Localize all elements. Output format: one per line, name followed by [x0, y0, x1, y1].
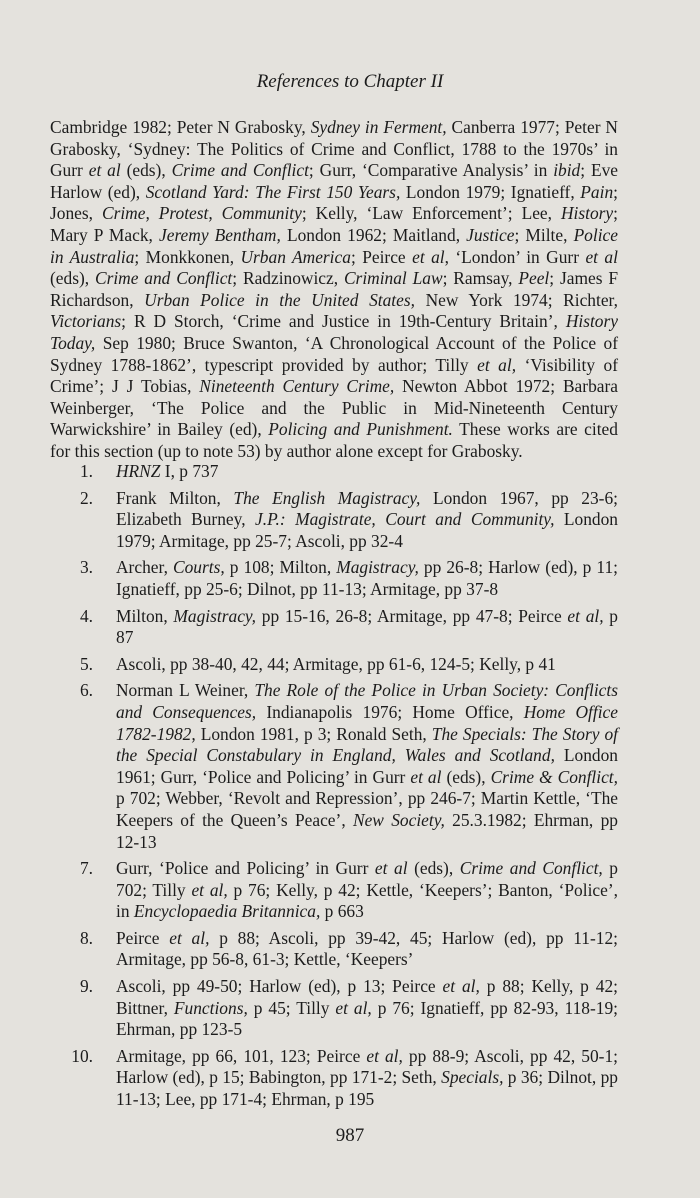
note-text: [116, 858, 618, 921]
note-number: 6.: [79, 680, 93, 701]
italic-text-run: History: [560, 203, 614, 224]
italic-text-run: et al,: [567, 605, 604, 626]
text-run: p 76; Kelly, p 42; Kettle, ‘Keepers’; Banton, ‘Police’, in: [116, 879, 618, 922]
note-text: [116, 606, 618, 648]
note-item: [50, 606, 618, 649]
italic-text-run: ibid: [553, 160, 581, 181]
italic-text-run: Sydney in Ferment,: [310, 117, 447, 137]
italic-text-run: HRNZ: [116, 461, 161, 481]
italic-text-run: History Today,: [50, 311, 618, 353]
note-item: [50, 557, 618, 600]
running-header: References to Chapter II: [256, 71, 444, 92]
text-run: Gurr, ‘Police and Policing’ in Gurr: [116, 858, 375, 879]
note-item: [50, 680, 618, 853]
text-run: (eds),: [441, 766, 491, 787]
text-run: Peirce: [116, 927, 170, 948]
notes-list: [50, 461, 618, 1116]
italic-text-run: et al: [585, 246, 618, 267]
note-text: [116, 461, 218, 481]
italic-text-run: Courts,: [172, 557, 225, 578]
text-run: Archer,: [116, 557, 173, 578]
note-number: 1.: [79, 461, 93, 481]
text-run: Sep 1980; Bruce Swanton, ‘A Chronological Account of the Police of Sydney 1788-1862’, typescript provided by author; Tilly: [50, 332, 618, 375]
text-run: Armitage, pp 66, 101, 123; Peirce: [116, 1045, 367, 1066]
italic-text-run: The English Magistracy,: [233, 487, 421, 508]
italic-text-run: et al: [374, 858, 408, 879]
note-text: [116, 654, 556, 674]
text-run: These works are cited for this section (up to note 53) by author alone except for Grabosky.: [50, 419, 618, 461]
text-run: p 88; Ascoli, pp 39-42, 45; Harlow (ed), pp 11-12; Armitage, pp 56-8, 61-3; Kettle, ‘Keepers’: [116, 927, 618, 970]
note-item: [50, 1046, 618, 1111]
italic-text-run: Policing and Punishment.: [268, 419, 453, 440]
text-run: ; James F Richardson,: [50, 268, 618, 310]
italic-text-run: Magistracy,: [336, 557, 419, 578]
text-run: New York 1974; Richter,: [414, 289, 618, 310]
text-run: ; Eve Harlow (ed),: [50, 160, 618, 202]
text-run: ; Kelly, ‘Law Enforcement’; Lee,: [301, 203, 561, 224]
text-run: Newton Abbot 1972; Barbara Weinberger, ‘The Police and the Public in Mid-Nineteenth Century Warwickshire’ in Bailey (ed),: [50, 376, 618, 440]
italic-text-run: Urban America: [240, 246, 351, 267]
italic-text-run: Specials,: [441, 1067, 504, 1088]
note-text: [116, 928, 618, 970]
italic-text-run: Crime and Conflict: [171, 160, 309, 181]
italic-text-run: et al,: [169, 927, 210, 948]
italic-text-run: Functions,: [173, 997, 248, 1018]
text-run: London 1979; Ignatieff,: [400, 181, 581, 202]
italic-text-run: Crime and Conflict: [94, 268, 233, 289]
italic-text-run: et al,: [335, 997, 372, 1018]
italic-text-run: Crime and Conflict,: [459, 858, 603, 879]
text-run: Cambridge 1982; Peter N Grabosky,: [50, 117, 311, 137]
italic-text-run: et al: [410, 766, 442, 787]
text-run: London 1979; Armitage, pp 25-7; Ascoli, pp 32-4: [116, 509, 618, 551]
italic-text-run: Nineteenth Century Crime,: [199, 376, 395, 397]
text-run: ; R D Storch, ‘Crime and Justice in 19th-Century Britain’,: [121, 311, 566, 332]
italic-text-run: et al: [88, 160, 121, 181]
italic-text-run: Pain: [580, 181, 614, 202]
note-item: [50, 654, 618, 676]
note-number: 4.: [79, 605, 93, 626]
italic-text-run: The Specials: The Story of the Special Constabulary in England, Wales and Scotland,: [116, 723, 619, 766]
note-number: 3.: [79, 557, 93, 578]
italic-text-run: Magistracy,: [173, 605, 257, 626]
text-run: Indianapolis 1976; Home Office,: [256, 701, 524, 722]
text-run: ; Milte,: [514, 224, 574, 245]
text-run: p 702; Webber, ‘Revolt and Repression’, pp 246-7; Martin Kettle, ‘The Keepers of the Queen’s Peace’,: [116, 788, 618, 830]
italic-text-run: et al,: [191, 879, 228, 900]
text-run: (eds),: [407, 858, 460, 879]
text-run: Canberra 1977; Peter N Grabosky, ‘Sydney: The Politics of Crime and Conflict, 1788 to the 1970s’ in Gurr: [50, 117, 618, 181]
italic-text-run: et al,: [477, 354, 517, 375]
italic-text-run: Urban Police in the United States,: [144, 289, 415, 310]
italic-text-run: Police in Australia: [50, 224, 618, 267]
note-item: [50, 976, 618, 1041]
note-text: [116, 680, 618, 851]
italic-text-run: Crime, Protest, Community: [101, 203, 302, 224]
text-run: ; Gurr, ‘Comparative Analysis’ in: [308, 160, 554, 181]
note-text: [116, 976, 618, 1039]
note-number: 10.: [71, 1045, 93, 1066]
text-run: ; Ramsay,: [442, 268, 519, 289]
text-run: pp 26-8; Harlow (ed), p 11; Ignatieff, pp 25-6; Dilnot, pp 11-13; Armitage, pp 37-8: [116, 557, 618, 599]
text-run: London 1961; Gurr, ‘Police and Policing’ in Gurr: [116, 745, 618, 787]
page-number: 987: [335, 1125, 365, 1146]
text-run: Ascoli, pp 49-50; Harlow (ed), p 13; Peirce: [116, 976, 443, 997]
text-run: Ascoli, pp 38-40, 42, 44; Armitage, pp 61-6, 124-5; Kelly, p 41: [116, 653, 556, 674]
note-item: [50, 928, 618, 971]
text-run: pp 88-9; Ascoli, pp 42, 50-1; Harlow (ed), p 15; Babington, pp 171-2; Seth,: [116, 1045, 618, 1088]
note-number: 2.: [79, 487, 93, 508]
text-run: ; Jones,: [50, 181, 618, 224]
text-run: ; Radzinowicz,: [232, 268, 344, 289]
text-run: 25.3.1982; Ehrman, pp 12-13: [116, 809, 618, 852]
note-number: 9.: [79, 976, 93, 997]
text-run: ; Peirce: [350, 246, 413, 267]
text-run: p 76; Ignatieff, pp 82-93, 118-19; Ehrman, pp 123-5: [116, 997, 618, 1040]
text-run: p 663: [320, 901, 364, 922]
text-run: London 1981, p 3; Ronald Seth,: [195, 723, 432, 744]
italic-text-run: et al,: [442, 976, 480, 997]
note-item: [50, 461, 618, 483]
italic-text-run: Peel: [518, 268, 550, 289]
text-run: (eds),: [50, 268, 95, 289]
italic-text-run: et al,: [366, 1045, 403, 1066]
italic-text-run: New Society,: [352, 809, 445, 830]
note-item: [50, 858, 618, 923]
note-number: 5.: [79, 653, 93, 674]
italic-text-run: Jeremy Bentham,: [159, 224, 281, 245]
text-run: p 88; Kelly, p 42; Bittner,: [116, 976, 618, 1018]
text-run: Frank Milton,: [116, 487, 234, 508]
text-run: p 87: [116, 605, 618, 648]
italic-text-run: Encyclopaedia Britannica,: [133, 901, 321, 922]
italic-text-run: J.P.: Magistrate, Court and Community,: [255, 509, 555, 530]
italic-text-run: Home Office 1782-1982,: [116, 701, 618, 744]
italic-text-run: Justice: [466, 224, 515, 245]
italic-text-run: The Role of the Police in Urban Society: Conflicts and Consequences,: [116, 680, 618, 722]
text-run: p 36; Dilnot, pp 11-13; Lee, pp 171-4; Ehrman, p 195: [116, 1067, 618, 1110]
intro-paragraph: [50, 117, 618, 463]
note-number: 8.: [79, 927, 93, 948]
note-item: [50, 488, 618, 553]
italic-text-run: Criminal Law: [343, 268, 443, 289]
italic-text-run: Victorians: [50, 311, 122, 332]
text-run: Norman L Weiner,: [116, 680, 255, 701]
italic-text-run: et al: [412, 246, 445, 267]
note-text: [116, 1046, 618, 1109]
text-run: London 1967, pp 23-6; Elizabeth Burney,: [116, 487, 618, 530]
text-run: p 108; Milton,: [224, 557, 337, 578]
text-run: ; Mary P Mack,: [50, 203, 618, 245]
note-text: [116, 488, 618, 551]
text-run: ‘Visibility of Crime’; J J Tobias,: [50, 354, 619, 397]
text-run: (eds),: [120, 160, 172, 181]
text-run: , ‘London’ in Gurr: [444, 246, 586, 267]
italic-text-run: Crime & Conflict,: [490, 766, 618, 787]
text-run: London 1962; Maitland,: [280, 224, 467, 245]
italic-text-run: Scotland Yard: The First 150 Years,: [145, 181, 401, 202]
text-run: Milton,: [116, 605, 174, 626]
note-text: [116, 557, 618, 599]
note-number: 7.: [79, 858, 93, 879]
text-run: pp 15-16, 26-8; Armitage, pp 47-8; Peirce: [256, 605, 568, 626]
text-run: p 702; Tilly: [116, 858, 618, 900]
text-run: I, p 737: [160, 461, 219, 481]
text-run: p 45; Tilly: [247, 997, 336, 1018]
text-run: ; Monkkonen,: [134, 246, 241, 267]
